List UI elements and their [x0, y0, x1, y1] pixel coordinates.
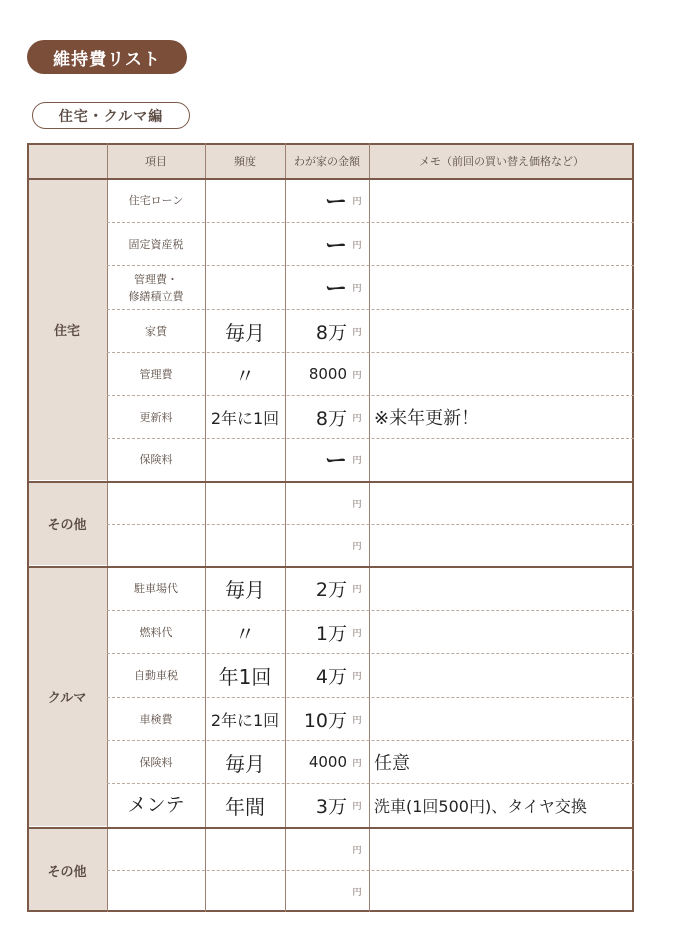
row-amount: ー	[324, 190, 347, 215]
row-frequency: 毎月	[225, 578, 265, 602]
row-item-label: 駐車場代	[134, 582, 178, 595]
header-memo: メモ（前回の買い替え価格など）	[419, 155, 584, 168]
row-item-label: 更新料	[139, 410, 173, 424]
page-title: 維持費リスト	[27, 40, 187, 74]
row-divider	[27, 481, 634, 483]
yen-unit-label: 円	[352, 240, 362, 251]
row-divider	[107, 870, 634, 871]
row-amount: 8万	[315, 407, 347, 430]
yen-unit-label: 円	[352, 672, 362, 682]
row-frequency: 毎月	[225, 751, 265, 776]
section-title: 住宅・クルマ編	[32, 102, 190, 129]
yen-unit-label: 円	[352, 197, 362, 207]
row-frequency: 〃	[235, 363, 255, 388]
column-divider	[369, 143, 370, 912]
row-item-label: 保険料	[139, 755, 173, 769]
yen-unit-label: 円	[352, 888, 362, 898]
yen-unit-label: 円	[352, 456, 362, 466]
yen-unit-label: 円	[352, 284, 362, 294]
yen-unit-label: 円	[352, 758, 362, 769]
row-item-label: 住宅ローン	[128, 194, 184, 207]
yen-unit-label: 円	[352, 715, 362, 726]
yen-unit-label: 円	[352, 370, 362, 381]
row-item-label: 燃料代	[139, 625, 173, 639]
row-item-label: 管理費・ 修繕積立費	[128, 272, 184, 303]
row-memo: 任意	[374, 753, 410, 774]
yen-unit-label: 円	[352, 327, 362, 338]
group-label-car: クルマ	[47, 691, 87, 706]
row-amount: 3万	[315, 795, 347, 818]
row-frequency: 〃	[235, 621, 255, 646]
row-amount: ー	[324, 277, 347, 302]
yen-unit-label: 円	[352, 628, 362, 639]
row-frequency: 2年に1回	[210, 408, 280, 428]
row-item-label: 家賃	[145, 324, 167, 338]
row-amount: 8000	[308, 365, 347, 383]
yen-unit-label: 円	[352, 845, 362, 856]
row-frequency: 毎月	[225, 320, 265, 345]
yen-unit-label: 円	[352, 413, 362, 424]
row-memo: ※来年更新！	[374, 408, 480, 429]
row-frequency: 2年に1回	[210, 710, 280, 730]
yen-unit-label: 円	[352, 801, 362, 812]
header-item: 項目	[145, 155, 167, 168]
group-label-other2: その他	[47, 864, 87, 880]
row-item-label: 保険料	[139, 453, 173, 466]
row-memo: 洗車(1回500円)、タイヤ交換	[374, 796, 587, 816]
row-amount: 4万	[315, 666, 347, 688]
row-divider	[107, 524, 634, 525]
row-frequency: 年間	[225, 794, 265, 819]
row-item-label: 車検費	[139, 712, 173, 726]
row-amount: 10万	[303, 709, 347, 732]
header-frequency: 頻度	[234, 155, 256, 168]
yen-unit-label: 円	[352, 499, 362, 510]
row-frequency: 年1回	[218, 665, 272, 689]
row-item-label: 自動車税	[134, 669, 178, 682]
yen-unit-label: 円	[352, 585, 362, 595]
row-amount: 8万	[315, 321, 347, 344]
row-amount: ー	[324, 233, 347, 259]
group-label-other1: その他	[47, 518, 87, 533]
row-amount: 1万	[315, 622, 347, 645]
row-item-label: 管理費	[139, 367, 173, 381]
header-amount: わが家の金額	[294, 155, 360, 168]
group-label-housing: 住宅	[53, 324, 80, 339]
row-amount: 2万	[315, 579, 347, 601]
row-amount: ー	[324, 449, 347, 474]
row-item-label: 固定資産税	[128, 237, 184, 251]
yen-unit-label: 円	[352, 541, 362, 552]
row-divider	[27, 827, 634, 829]
row-amount: 4000	[308, 753, 347, 771]
row-item-label: メンテ	[127, 793, 185, 816]
